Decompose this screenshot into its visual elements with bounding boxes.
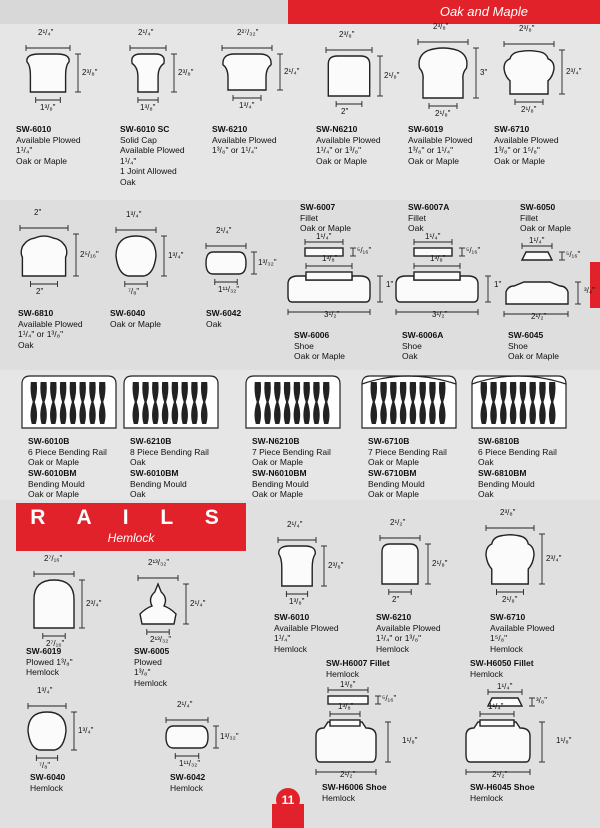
- dimension-width: 1³/₈": [340, 680, 356, 689]
- product-caption: [408, 124, 473, 166]
- section-header-title: Oak and Maple: [439, 4, 528, 19]
- product-desc-line: Hemlock: [274, 643, 308, 654]
- product-desc-line: Bending Mould: [368, 478, 425, 489]
- product-caption: [252, 468, 309, 500]
- product-desc-line: Hemlock: [470, 792, 504, 803]
- product-desc-line: Oak or Maple: [252, 489, 304, 499]
- dimension-height: 2³/₈": [328, 561, 344, 570]
- product-desc-line: Oak or Maple: [28, 457, 80, 467]
- dimension-height: 2³/₄": [86, 599, 102, 608]
- product-desc-line: Oak: [402, 351, 418, 361]
- product-desc-line: Available Plowed: [212, 134, 277, 145]
- product-desc-line: Oak or Maple: [494, 155, 546, 166]
- dimension-width: 2¹/₄": [138, 28, 154, 37]
- product-code: SW-6210: [212, 124, 248, 134]
- product-desc-line: Available Plowed: [494, 134, 559, 145]
- dimension-height: ⁵/₁₆": [382, 694, 397, 703]
- product-desc-line: 6 Piece Bending Rail: [28, 446, 107, 457]
- product-code: SW-6040: [30, 772, 66, 782]
- product-desc-line: Available Plowed: [490, 622, 555, 633]
- section-header-oak-maple: [288, 0, 600, 24]
- product-caption: [402, 330, 443, 362]
- dimension-width: 1³/₄": [126, 210, 142, 219]
- product-caption: [376, 612, 441, 654]
- product-desc-line: 1³/₈" or 1¹/₄": [408, 145, 454, 155]
- product-code: SW-6710BM: [368, 468, 417, 478]
- product-caption: [30, 772, 65, 793]
- dimension-height: 1³/₃₂": [220, 732, 239, 741]
- dimension-height: ⁵/₁₆": [566, 250, 581, 259]
- product-desc-line: Hemlock: [170, 782, 204, 793]
- product-desc-line: Available Plowed: [376, 622, 441, 633]
- product-code: SW-6006: [294, 330, 330, 340]
- dimension-height: 2⁵/₁₆": [80, 250, 99, 259]
- dimension-base: ⁷/₈": [128, 287, 140, 296]
- dimension-width: 1¹/₄": [529, 236, 545, 245]
- product-desc-line: Bending Mould: [252, 478, 309, 489]
- product-code: SW-6710: [490, 612, 526, 622]
- product-desc-line: 1⁵/₈": [490, 633, 508, 643]
- product-desc-line: Hemlock: [26, 667, 60, 677]
- product-caption: [28, 436, 107, 468]
- dimension-width: 2³/₈": [433, 22, 449, 31]
- dimension-height: 2³/₄": [566, 67, 582, 76]
- product-desc-line: Bending Mould: [130, 478, 187, 489]
- product-desc-line: Hemlock: [134, 677, 168, 688]
- product-caption: [520, 202, 571, 234]
- dimension-base: 2¹/₈": [435, 109, 451, 118]
- dimension-base: 2¹/₂": [531, 312, 547, 321]
- product-caption: [294, 330, 345, 362]
- product-code: SW-6045: [508, 330, 544, 340]
- product-caption: [110, 308, 161, 329]
- product-desc-line: Available Plowed: [16, 134, 81, 145]
- dimension-height: ³/₈": [536, 696, 548, 705]
- bending-rail-drawing: [20, 374, 120, 432]
- dimension-base: 2⁷/₁₆": [46, 639, 65, 648]
- product-caption: [408, 202, 449, 234]
- product-caption: [478, 468, 535, 500]
- dimension-height: 2¹/₄": [284, 67, 300, 76]
- product-desc-line: Oak or Maple: [16, 155, 68, 166]
- product-code: SW-6040: [110, 308, 146, 318]
- product-code: SW-6019: [408, 124, 444, 134]
- dimension-width: 2¹³/₃₂": [148, 558, 170, 567]
- bending-rail-drawing: [360, 374, 460, 432]
- dimension-height: 1¹/₈": [402, 736, 418, 745]
- dimension-height: ⁵/₁₆": [466, 246, 481, 255]
- dimension-base: 2": [341, 107, 349, 116]
- product-desc-line: Oak or Maple: [252, 457, 304, 467]
- product-desc-line: Oak or Maple: [28, 489, 80, 499]
- dimension-base: 1³/₈": [140, 103, 156, 112]
- dimension-height: 1³/₃₂": [258, 258, 277, 267]
- product-code: SW-6050: [520, 202, 556, 212]
- product-desc-line: Oak or Maple: [368, 489, 420, 499]
- product-caption: [18, 308, 83, 350]
- product-code: SW-6007: [300, 202, 336, 212]
- product-caption: [326, 658, 390, 679]
- product-desc-line: Hemlock: [326, 668, 360, 679]
- product-desc-line: 6 Piece Bending Rail: [478, 446, 557, 457]
- product-desc-line: Oak: [408, 223, 424, 233]
- product-desc-line: 8 Piece Bending Rail: [130, 446, 209, 457]
- dimension-height: ⁵/₁₆": [357, 246, 372, 255]
- product-desc-line: Oak: [206, 318, 222, 329]
- product-caption: [316, 124, 381, 166]
- product-desc-line: Hemlock: [322, 792, 356, 803]
- product-desc-line: 1¹/₄" or 1³/₈": [376, 633, 422, 643]
- product-desc-line: Bending Mould: [478, 478, 535, 489]
- product-code: SW-6006A: [402, 330, 444, 340]
- product-desc-line: Oak or Maple: [408, 155, 460, 166]
- product-caption: [300, 202, 351, 234]
- dimension-height: 3": [480, 68, 488, 77]
- product-desc-line: Oak: [130, 489, 146, 499]
- product-caption: [470, 658, 534, 679]
- product-desc-line: Oak or Maple: [316, 155, 368, 166]
- product-desc-line: Bending Mould: [28, 478, 85, 489]
- product-code: SW-6810B: [478, 436, 520, 446]
- product-caption: [130, 468, 187, 500]
- dimension-height: 2³/₈": [178, 68, 194, 77]
- product-desc-line: Hemlock: [376, 643, 410, 654]
- product-desc-line: Plowed 1³/₈": [26, 656, 73, 667]
- product-code: SW-6710B: [368, 436, 410, 446]
- dimension-height: 2³/₈": [82, 68, 98, 77]
- product-code: SW-N6010BM: [252, 468, 307, 478]
- product-code: SW-N6210B: [252, 436, 300, 446]
- dimension-width: 2¹/₂": [390, 518, 406, 527]
- product-desc-line: Oak or Maple: [368, 457, 420, 467]
- dimension-width: 2³/₈": [519, 24, 535, 33]
- product-caption: [16, 124, 81, 166]
- product-desc-line: 1 Joint Allowed: [120, 166, 177, 176]
- rails-title: R A I L S: [30, 506, 232, 529]
- shoe-fillet-drawing: [500, 234, 592, 324]
- product-desc-line: 7 Piece Bending Rail: [368, 446, 447, 457]
- product-desc-line: Oak or Maple: [520, 223, 572, 233]
- rails-section-banner: [16, 503, 246, 551]
- product-desc-line: 1³/₈" or 1¹/₄": [212, 145, 258, 155]
- dimension-base: 1³/₈": [338, 702, 354, 711]
- product-caption: [212, 124, 277, 156]
- product-code: SW-H6050 Fillet: [470, 658, 534, 668]
- product-code: SW-6007A: [408, 202, 450, 212]
- dimension-width: 2²⁷/₃₂": [237, 28, 259, 37]
- dimension-height: 1¹/₈": [556, 736, 572, 745]
- product-code: SW-6019: [26, 646, 62, 656]
- dimension-base: 2¹/₂": [340, 770, 356, 779]
- dimension-width: 2¹/₄": [38, 28, 54, 37]
- product-caption: [206, 308, 241, 329]
- dimension-base: 2": [392, 595, 400, 604]
- product-desc-line: Plowed: [134, 656, 162, 667]
- product-caption: [470, 782, 535, 803]
- dimension-height: 1³/₄": [78, 726, 94, 735]
- product-desc-line: 1¹/₄": [16, 145, 33, 155]
- product-code: SW-6042: [206, 308, 242, 318]
- dimension-width: 2³/₈": [339, 30, 355, 39]
- product-code: SW-6010: [16, 124, 52, 134]
- product-desc-line: 1¹/₄" or 1³/₈": [316, 145, 362, 155]
- product-caption: [368, 468, 425, 500]
- dimension-base: 1³/₈": [40, 103, 56, 112]
- dimension-base: 1³/₈": [289, 597, 305, 606]
- product-code: SW-6010B: [28, 436, 70, 446]
- product-desc-line: Available Plowed: [274, 622, 339, 633]
- product-caption: [494, 124, 559, 166]
- product-caption: [490, 612, 555, 654]
- dimension-width: 2¹/₄": [287, 520, 303, 529]
- product-code: SW-6010: [274, 612, 310, 622]
- product-desc-line: Oak: [18, 339, 34, 350]
- product-desc-line: 1¹/₄": [274, 633, 291, 643]
- bending-rail-drawing: [244, 374, 344, 432]
- product-desc-line: 1³/₈" or 1⁵/₈": [494, 145, 540, 155]
- product-caption: [322, 782, 387, 803]
- dimension-base: 2¹/₈": [502, 595, 518, 604]
- product-desc-line: Hemlock: [490, 643, 524, 654]
- product-caption: [28, 468, 85, 500]
- product-desc-line: Oak or Maple: [294, 351, 346, 361]
- dimension-height: 2¹/₈": [432, 559, 448, 568]
- dimension-width: 2": [34, 208, 42, 217]
- product-desc-line: 1³/₈": [134, 667, 151, 677]
- product-code: SW-6710: [494, 124, 530, 134]
- product-desc-line: Oak: [130, 457, 146, 467]
- dimension-base: 1¹/₄": [488, 702, 504, 711]
- product-desc-line: Available Plowed: [408, 134, 473, 145]
- product-desc-line: Oak: [478, 457, 494, 467]
- dimension-base: ⁷/₈": [39, 761, 51, 770]
- bending-rail-drawing: [470, 374, 570, 432]
- product-desc-line: Available Plowed: [316, 134, 381, 145]
- shoe-fillet-drawing: [460, 680, 564, 780]
- dimension-height: 1³/₄": [168, 251, 184, 260]
- dimension-base: 3¹/₂": [432, 310, 448, 319]
- product-caption: [170, 772, 205, 793]
- product-desc-line: Available Plowed: [120, 145, 185, 155]
- product-code: SW-H6045 Shoe: [470, 782, 535, 792]
- product-desc-line: Oak or Maple: [508, 351, 560, 361]
- product-desc-line: Available Plowed: [18, 318, 83, 329]
- product-code: SW-6010 SC: [120, 124, 170, 134]
- product-desc-line: 1¹/₄" or 1³/₈": [18, 329, 64, 339]
- dimension-width: 1³/₄": [37, 686, 53, 695]
- dimension-base: 2¹/₈": [521, 105, 537, 114]
- product-desc-line: Oak or Maple: [300, 223, 352, 233]
- dimension-height: 1": [494, 280, 502, 289]
- dimension-width: 2¹/₄": [177, 700, 193, 709]
- dimension-base: 1³/₄": [239, 101, 255, 110]
- product-code: SW-6042: [170, 772, 206, 782]
- product-desc-line: Shoe: [508, 340, 528, 351]
- dimension-width: 1¹/₄": [425, 232, 441, 241]
- dimension-height: 1": [386, 280, 394, 289]
- dimension-width: 2¹/₄": [216, 226, 232, 235]
- product-desc-line: Hemlock: [470, 668, 504, 679]
- product-code: SW-H6007 Fillet: [326, 658, 390, 668]
- dimension-base: 1³/₈": [322, 254, 338, 263]
- product-caption: [130, 436, 209, 468]
- dimension-base: 2¹/₂": [492, 770, 508, 779]
- product-caption: [26, 646, 73, 678]
- product-caption: [120, 124, 185, 187]
- product-code: SW-6210: [376, 612, 412, 622]
- dimension-width: 1¹/₄": [497, 682, 513, 691]
- product-desc-line: Shoe: [402, 340, 422, 351]
- product-desc-line: Fillet: [300, 212, 318, 223]
- product-caption: [368, 436, 447, 468]
- product-code: SW-6210B: [130, 436, 172, 446]
- product-code: SW-6810BM: [478, 468, 527, 478]
- product-code: SW-6005: [134, 646, 170, 656]
- product-desc-line: Solid Cap: [120, 134, 157, 145]
- product-caption: [252, 436, 331, 468]
- product-code: SW-N6210: [316, 124, 358, 134]
- bending-rail-drawing: [122, 374, 222, 432]
- product-caption: [134, 646, 169, 688]
- dimension-width: 2⁷/₁₆": [44, 554, 63, 563]
- dimension-height: 2¹/₈": [384, 71, 400, 80]
- dimension-width: 2³/₈": [500, 508, 516, 517]
- page-number: 11: [276, 788, 300, 812]
- rails-subtitle: Hemlock: [107, 531, 155, 545]
- product-code: SW-6010BM: [130, 468, 179, 478]
- dimension-height: ³/₄": [584, 286, 595, 295]
- dimension-base: 1¹¹/₃₂": [179, 759, 201, 768]
- dimension-base: 3¹/₂": [324, 310, 340, 319]
- product-caption: [508, 330, 559, 362]
- product-desc-line: 1¹/₄": [120, 155, 137, 166]
- product-desc-line: Oak or Maple: [110, 318, 162, 329]
- dimension-base: 2¹³/₃₂": [150, 635, 172, 644]
- dimension-base: 1³/₈": [430, 254, 446, 263]
- dimension-width: 1¹/₄": [316, 232, 332, 241]
- product-desc-line: Oak: [478, 489, 494, 499]
- dimension-height: 2¹/₄": [190, 599, 206, 608]
- product-code: SW-6810: [18, 308, 54, 318]
- product-desc-line: Shoe: [294, 340, 314, 351]
- product-desc-line: Oak: [120, 176, 136, 187]
- dimension-base: 2": [36, 287, 44, 296]
- product-desc-line: Fillet: [520, 212, 538, 223]
- product-desc-line: Hemlock: [30, 782, 64, 793]
- product-caption: [478, 436, 557, 468]
- product-desc-line: Fillet: [408, 212, 426, 223]
- product-code: SW-6010BM: [28, 468, 77, 478]
- product-desc-line: 7 Piece Bending Rail: [252, 446, 331, 457]
- dimension-height: 2³/₄": [546, 554, 562, 563]
- dimension-base: 1¹¹/₃₂": [218, 285, 240, 294]
- product-code: SW-H6006 Shoe: [322, 782, 387, 792]
- product-caption: [274, 612, 339, 654]
